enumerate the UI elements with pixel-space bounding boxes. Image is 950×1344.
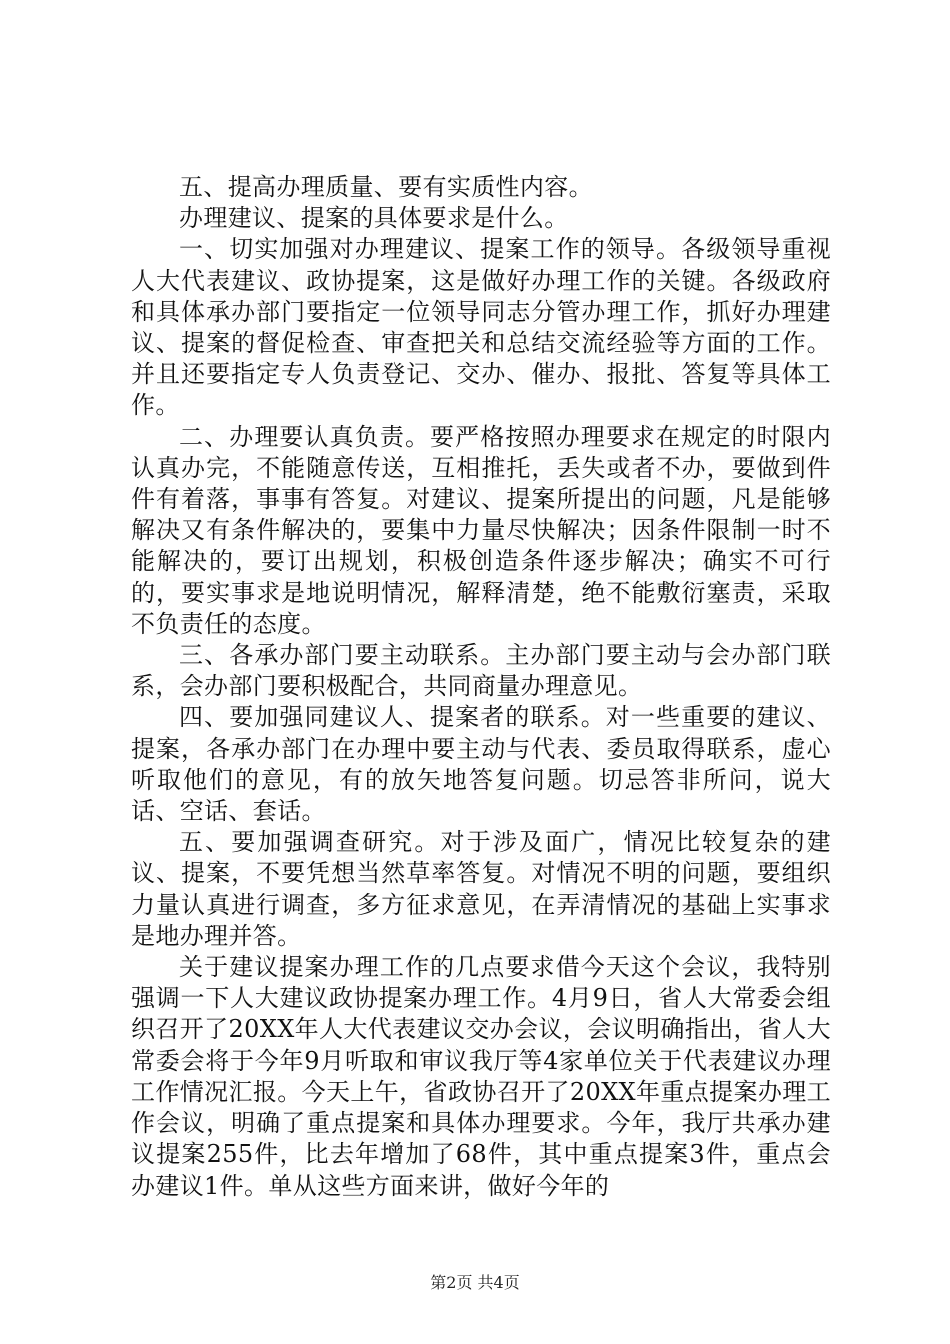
paragraph-1: 五、提高办理质量、要有实质性内容。	[179, 173, 593, 201]
paragraph-8: 关于建议提案办理工作的几点要求借今天这个会议，我特别强调一下人大建议政协提案办理工作。4月9日，省人大常委会组织召开了20XX年人大代表建议交办会议，会议明确指出，省人大常委会将于今年9月听取和审议我厅等4家单位关于代表建议办理工作情况汇报。今天上午，省政协召开了20XX年重点提案办理工作会议，明确了重点提案和具体办理要求。今年，我厅共承办建议提案255件，比去年增加了68件，其中重点提案3件，重点会办建议1件。单从这些方面来讲，做好今年的	[131, 953, 831, 1200]
paragraph-6: 四、要加强同建议人、提案者的联系。对一些重要的建议、提案，各承办部门在办理中要主动与代表、委员取得联系，虚心听取他们的意见，有的放矢地答复问题。切忌答非所问，说大话、空话、套话。	[131, 703, 831, 826]
page-number-footer: 第2页 共4页	[430, 1273, 520, 1292]
paragraph-5: 三、各承办部门要主动联系。主办部门要主动与会办部门联系，会办部门要积极配合，共同商量办理意见。	[131, 641, 831, 701]
paragraph-3: 一、切实加强对办理建议、提案工作的领导。各级领导重视人大代表建议、政协提案，这是做好办理工作的关键。各级政府和具体承办部门要指定一位领导同志分管办理工作，抓好办理建议、提案的督促检查、审查把关和总结交流经验等方面的工作。并且还要指定专人负责登记、交办、催办、报批、答复等具体工作。	[131, 235, 831, 420]
paragraph-7: 五、要加强调查研究。对于涉及面广，情况比较复杂的建议、提案，不要凭想当然草率答复。对情况不明的问题，要组织力量认真进行调查，多方征求意见，在弄清情况的基础上实事求是地办理并答。	[131, 828, 831, 950]
document-body	[131, 172, 831, 1202]
paragraph-2: 办理建议、提案的具体要求是什么。	[179, 204, 569, 233]
paragraph-4: 二、办理要认真负责。要严格按照办理要求在规定的时限内认真办完，不能随意传送，互相推托，丢失或者不办，要做到件件有着落，事事有答复。对建议、提案所提出的问题，凡是能够解决又有条件解决的，要集中力量尽快解决；因条件限制一时不能解决的，要订出规划，积极创造条件逐步解决；确实不可行的，要实事求是地说明情况，解释清楚，绝不能敷衍塞责，采取不负责任的态度。	[131, 422, 831, 638]
